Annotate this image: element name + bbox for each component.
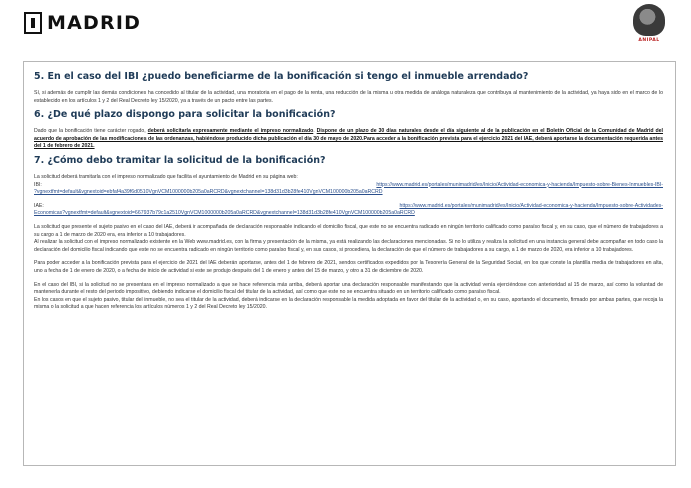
q5-title: 5. En el caso del IBI ¿puedo beneficiarme de la bonificación si tengo el inmueble arrendado?	[34, 71, 529, 82]
ibi-link[interactable]: https://www.madrid.es/portales/munimadrid/es/Inicio/Actividad-economica-y-hacienda/Impuesto-sobre-Bienes-Inmuebles-IBI-	[376, 181, 663, 188]
ibi-link-row	[34, 182, 663, 190]
q6-strong-2021: Para acceder a la bonificación prevista para el ejercicio 2021 del IAE, deberá aportarse la documentación requerida antes del 1 de febrero de 2021.	[34, 135, 663, 150]
iae-label: IAE:	[34, 202, 44, 209]
q7-2021-requirements: Para poder acceder a la bonificación prevista para el ejercicio de 2021 del IAE deberán aportarse, antes del 1 de febrero de 2021, sendos certificados expedidos por la Tesorería General de la Seguridad Social, en los que conste la plantilla media de trabajadores en alta, uno a fecha de 1 de enero de 2020, o a fecha de inicio de actividad si este se produjo después del 1 de enero y antes del 15 de marzo, y otro a 31 de diciembre de 2020.	[34, 260, 663, 274]
q7-ibi-landlord-note: En los casos en que el sujeto pasivo, titular del inmueble, no sea el titular de la actividad, deberá indicarse en la declaración responsable la medida adoptada en favor del titular de la actividad o, en su caso, aportando el documento, firmado por ambas partes, que recoja la misma o la solicitud a que hacen referencia los artículos números 1 y 2 del Real Decreto ley 15/2020.	[34, 296, 663, 311]
q6-body	[34, 128, 663, 151]
q6-body-sep: .	[313, 128, 317, 135]
faq-content-box	[23, 61, 676, 466]
q7-title: 7. ¿Cómo debo tramitar la solicitud de la bonificación?	[34, 154, 326, 166]
anipal-logo	[627, 4, 671, 54]
madrid-emblem-icon	[24, 12, 42, 34]
q6-body-intro: Dado que la bonificación tiene carácter rogado,	[34, 128, 148, 135]
page-header	[0, 0, 691, 62]
q7-intro: La solicitud deberá tramitarla con el impreso normalizado que facilita el ayuntamiento de Madrid en su página web:	[34, 173, 298, 180]
q6-strong-request: deberá solicitarla expresamente mediante el impreso normalizado	[147, 128, 314, 135]
q7-ibi-declaration: En el caso del IBI, si la solicitud no se presentara en el impreso normalizado a que se hace referencia más arriba, deberá aportar una declaración responsable manifestando que la actividad venía ejerciéndose con anterioridad al 15 de marzo, así como la voluntad de mantenerla durante el resto del periodo impositivo, debiendo indicarse el domicilio fiscal del titular de la actividad, así como que este no se encuentra situado en un territorio calificado como paraíso fiscal.	[34, 281, 663, 296]
madrid-logo-text: MADRID	[47, 12, 142, 34]
madrid-logo	[24, 12, 141, 34]
q7-iae-form-note: Al realizar la solicitud con el impreso normalizado existente en la Web www.madrid.es, con la firma y presentación de la misma, ya está realizando las declaraciones mencionadas. Si no lo utiliza y realiza la solicitud en una instancia general debe acompañar en todo caso la declaración del domicilio fiscal indicando que este no se encuentra radicado en ningún territorio como paraíso fiscal y, en sus casos, si procediera, la declaración de que el número de trabajadores a su cargo, a 1 de marzo de 2020, era inferior a 10 trabajadores.	[34, 239, 663, 253]
q7-iae-declaration: La solicitud que presente el sujeto pasivo en el caso del IAE, deberá ir acompañada de declaración responsable indicando el domicilio fiscal, que este no se encuentra radicado en ningún territorio calificado como paraíso fiscal y, en su caso, que el número de trabajadores a su cargo a 1 de marzo de 2020 era, era inferior a 10 trabajadores.	[34, 223, 663, 238]
anipal-logo-text: ANIPAL	[638, 38, 660, 43]
q6-strong-deadline: Dispone de un plazo de 30 días naturales desde el día siguiente al de la publicación en el Boletín Oficial de la Comunidad de Madrid del acuerdo de aprobación de las modificaciones de las ordenanzas, habiéndose producido dicha publicación el día 30 de mayo de 2020.	[34, 128, 663, 142]
iae-link[interactable]: https://www.madrid.es/portales/munimadrid/es/Inicio/Actividad-economica-y-hacienda/Impuesto-sobre-Actividades-	[399, 202, 663, 209]
q6-title: 6. ¿De qué plazo dispongo para solicitar la bonificación?	[34, 109, 336, 121]
elephant-emblem-icon	[633, 4, 665, 36]
ibi-link-continued[interactable]: ?vgnextfmt=default&vgnextoid=ebfaf4a39f6d0510VgnVCM1000000b205a0aRCRD&vgnextchannel=138d31d3b28fe410VgnVCM100000b205a0aRCRD	[34, 189, 383, 196]
q5-body: Sí, si además de cumplir las demás condiciones ha concedido al titular de la actividad, una moratoria en el pago de la renta, una reducción de la misma u otra medida de análoga naturaleza que contribuya al mantenimiento de la actividad, ya haya sido en el marco de lo establecido en los artículos 1 y 2 del Real Decreto ley 15/2020, ya a través de un pacto entre las partes.	[34, 90, 663, 104]
ibi-label: IBI:	[34, 181, 42, 188]
iae-link-continued[interactable]: Economicas?vgnextfmt=default&vgnextoid=667937b79c1a2510VgnVCM1000000b205a0aRCRD&vgnextchannel=138d31d3b28fe410VgnVCM100000b205a0aRCRD	[34, 210, 415, 217]
iae-link-row	[34, 203, 663, 211]
